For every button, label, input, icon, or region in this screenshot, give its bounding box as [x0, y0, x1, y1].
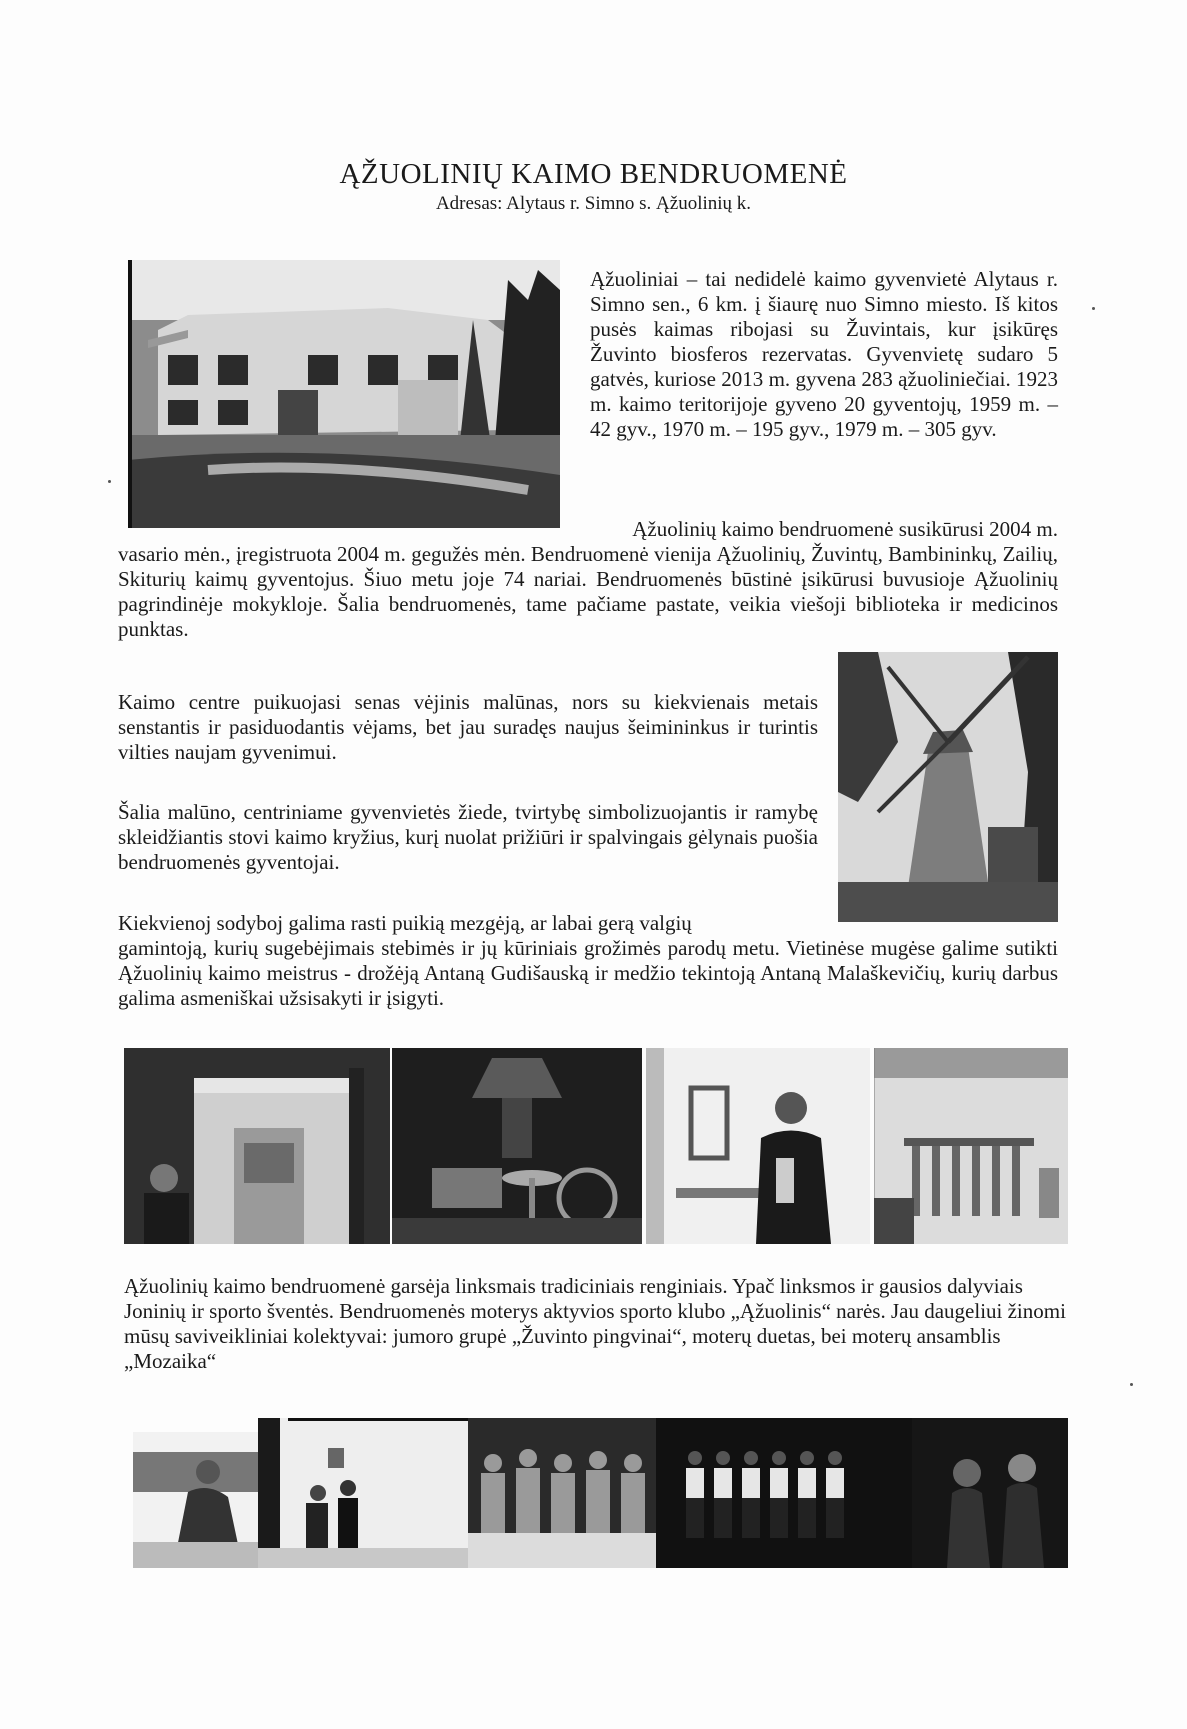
craftsmen-paragraph-first-line: Kiekvienoj sodyboj galima rasti puikią mezgėją, ar labai gerą valgių: [118, 911, 692, 935]
duet-performance-photo: [912, 1418, 1068, 1568]
women-group-photo: [468, 1418, 656, 1568]
events-paragraph: Ąžuolinių kaimo bendruomenė garsėja linksmais tradiciniais renginiais. Ypač linksmos ir gausios dalyviais Joninių ir sporto šventės. Bendruomenės moterys aktyvios sporto klubo „Ąžuolinis“ narės. Jau daugeliui žinomi mūsų saviveikliniai kolektyvai: jumoro grupė „Žuvinto pingvinai“, moterų duetas, bei moterų ansamblis „Mozaika“: [124, 1274, 1066, 1373]
windmill-photo: [838, 652, 1058, 922]
cross-paragraph: Šalia malūno, centriniame gyvenvietės žiede, tvirtybę simbolizuojantis ir ramybę skleidžiantis stovi kaimo kryžius, kurį nuolat prižiūri ir spalvingais gėlynais puošia bendruomenės gyventojai.: [118, 800, 818, 874]
festival-dance-photo: [133, 1432, 258, 1568]
craftsmen-paragraph: gamintoją, kurių sugebėjimais stebimės ir jų kūriniais grožimės parodų metu. Vietinėse mugėse galime sutikti Ąžuolinių kaimo meistrus - drožėją Antaną Gudišauską ir medžio tekintoją Antaną Malaškevičių, kurių darbus galima asmeniškai užsisakyti ir įsigyti.: [118, 936, 1058, 1010]
house-entrance-photo: [124, 1048, 390, 1244]
intro-paragraph: Ąžuoliniai – tai nedidelė kaimo gyvenvietė Alytaus r. Simno sen., 6 km. į šiaurę nuo Simno miesto. Iš kitos pusės kaimas ribojasi su Žuvintais, kur įsikūręs Žuvinto biosferos rezervatas. Gyvenvietę sudaro 5 gatvės, kuriose 2013 m. gyvena 283 ąžuoliniečiai. 1923 m. kaimo teritorijoje gyveno 20 gyventojų, 1959 m. – 42 gyv., 1970 m. – 195 gyv., 1979 m. – 305 gyv.: [590, 267, 1058, 441]
staircase-photo: [874, 1048, 1068, 1244]
windmill-paragraph: Kaimo centre puikuojasi senas vėjinis malūnas, nors su kiekvienais metais senstantis ir pasiduodantis vėjams, bet jau suradęs naujus šeimininkus ir turintis vilties naujam gyvenimui.: [118, 690, 818, 764]
craftsman-photo: [646, 1048, 870, 1244]
page-address: Adresas: Alytaus r. Simno s. Ąžuolinių k.: [435, 193, 752, 214]
page-title: ĄŽUOLINIŲ KAIMO BENDRUOMENĖ: [339, 158, 848, 190]
gazebo-interior-photo: [392, 1048, 642, 1244]
stage-performance-photo: [258, 1418, 468, 1568]
school-building-photo: [128, 260, 560, 528]
scan-speck: [1130, 1383, 1133, 1386]
community-paragraph-first-line: Ąžuolinių kaimo bendruomenė susikūrusi 2004 m.: [632, 517, 1058, 541]
community-paragraph: vasario mėn., įregistruota 2004 m. gegužės mėn. Bendruomenė vienija Ąžuolinių, Žuvintų, Bambininkų, Zailių, Skiturių kaimų gyventojus. Šiuo metu joje 74 nariai. Bendruomenės būstinė įsikūrusi buvusioje Ąžuolinių pagrindinėje mokykloje. Šalia bendruomenės, tame pačiame pastate, veikia viešoji biblioteka ir medicinos punktas.: [118, 542, 1058, 641]
ensemble-mozaika-photo: [656, 1418, 912, 1568]
scan-speck: [108, 480, 111, 483]
scan-speck: [1092, 307, 1095, 310]
